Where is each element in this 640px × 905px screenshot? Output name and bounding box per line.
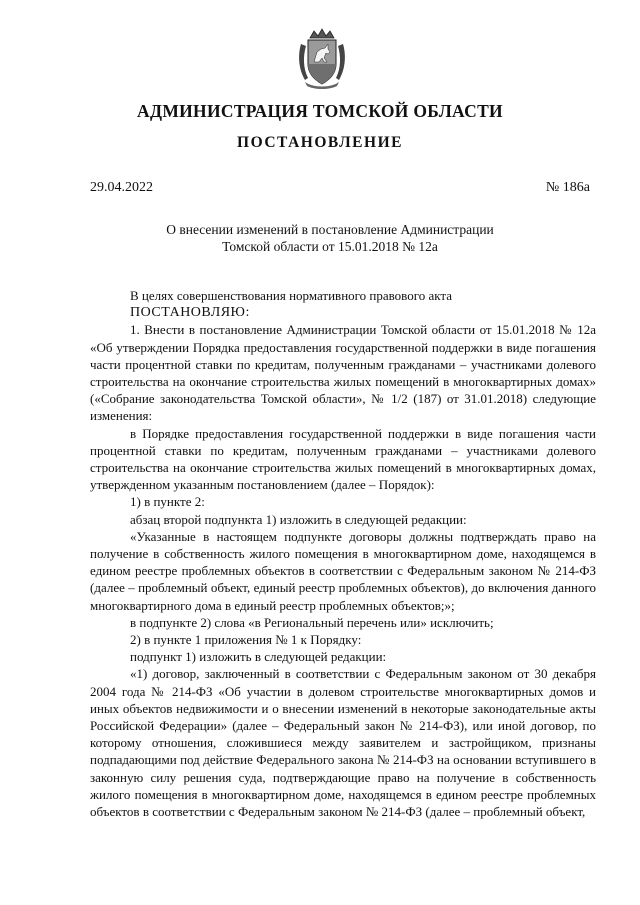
paragraph-4: абзац второй подпункта 1) изложить в следующей редакции: xyxy=(130,511,467,527)
document-date: 29.04.2022 xyxy=(90,180,153,195)
paragraph-8: подпункт 1) изложить в следующей редакции: xyxy=(130,649,387,665)
paragraph-2: в Порядке предоставления государственной поддержки в виде погашения части процентной ставки по кредитам, полученным гражданами – участниками долевого строительства на окончание строительства жилых помещений в многоквартирных домах, утвержденном указанным постановлением (далее – Порядок): xyxy=(90,425,596,493)
document-body xyxy=(90,287,596,820)
document-number: № 186а xyxy=(545,180,590,195)
paragraph-1: 1. Внести в постановление Администрации Томской области от 15.01.2018 № 12а «Об утверждении Порядка предоставления государственной поддержки в виде погашения части процентной ставки по кредитам, полученным гражданами – участниками долевого строительства на окончание строительства жилых помещений в многоквартирных домах» («Собрание законодательства Томской области», № 1/2 (187) от 31.01.2018) следующие изменения: xyxy=(90,322,596,424)
paragraph-5: «Указанные в настоящем подпункте договоры должны подтверждать право на получение в собственность жилого помещения в многоквартирном доме, находящемся в едином реестре проблемных объектов в соответствии с Федеральным законом № 214-ФЗ (далее – проблемный объект, единый реестр проблемных объектов), до включения данного многоквартирного дома в единый реестр проблемных объектов;»; xyxy=(90,528,596,613)
paragraph-6: в подпункте 2) слова «в Региональный перечень или» исключить; xyxy=(130,614,494,630)
subject-line-1: О внесении изменений в постановление Администрации xyxy=(166,222,494,237)
paragraph-3: 1) в пункте 2: xyxy=(130,494,205,510)
preamble: В целях совершенствования нормативного правового акта xyxy=(130,288,453,303)
decree-word: ПОСТАНОВЛЯЮ: xyxy=(130,305,250,321)
document-subject xyxy=(140,221,520,255)
paragraph-7: 2) в пункте 1 приложения № 1 к Порядку: xyxy=(130,632,362,648)
subject-line-2: Томской области от 15.01.2018 № 12а xyxy=(222,239,438,254)
document-type: ПОСТАНОВЛЕНИЕ xyxy=(237,134,403,151)
coat-of-arms-icon xyxy=(297,28,347,90)
paragraph-9: «1) договор, заключенный в соответствии с Федеральным законом от 30 декабря 2004 года № 214-ФЗ «Об участии в долевом строительстве многоквартирных домов и иных объектов недвижимости и о внесении изменений в некоторые законодательные акты Российской Федерации» (далее – Федеральный закон № 214-ФЗ), или иной договор, по которому отношения, сложившиеся между заявителем и застройщиком, признаны подпадающими под действие Федерального закона № 214-ФЗ на основании вступившего в законную силу решения суда, подтверждающие право на получение в собственность жилого помещения в многоквартирном доме, находящемся в едином реестре проблемных объектов в соответствии с Федеральным законом № 214-ФЗ (далее – проблемный объект, xyxy=(90,666,596,820)
org-title: АДМИНИСТРАЦИЯ ТОМСКОЙ ОБЛАСТИ xyxy=(137,101,503,121)
